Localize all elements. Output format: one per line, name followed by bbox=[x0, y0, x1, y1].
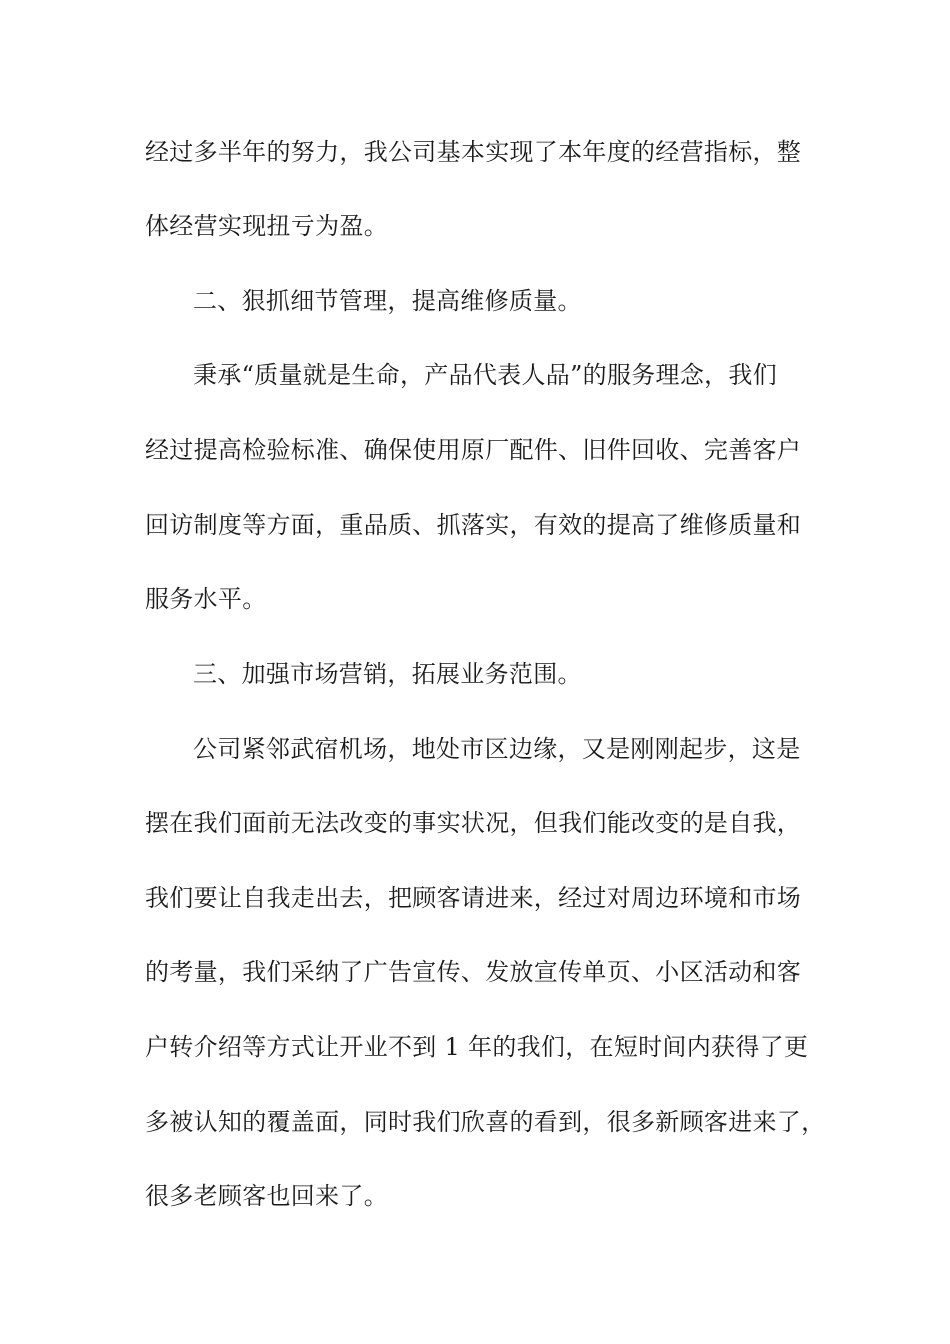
paragraph-line: 体经营实现扭亏为盈。 bbox=[145, 212, 388, 240]
paragraph-line: 我们要让自我走出去，把顾客请进来，经过对周边环境和市场 bbox=[145, 884, 802, 912]
paragraph-line: 很多老顾客也回来了。 bbox=[145, 1182, 388, 1210]
paragraph-line: 摆在我们面前无法改变的事实状况，但我们能改变的是自我， bbox=[145, 809, 802, 837]
paragraph-line: 户转介绍等方式让开业不到 1 年的我们，在短时间内获得了更 bbox=[145, 1033, 809, 1061]
section-heading: 三、加强市场营销，拓展业务范围。 bbox=[193, 660, 582, 688]
paragraph-line: 秉承“质量就是生命，产品代表人品”的服务理念，我们 bbox=[193, 361, 778, 389]
paragraph-line: 多被认知的覆盖面，同时我们欣喜的看到，很多新顾客进来了， bbox=[145, 1108, 826, 1136]
paragraph-line: 经过提高检验标准、确保使用原厂配件、旧件回收、完善客户 bbox=[145, 436, 802, 464]
paragraph-line: 经过多半年的努力，我公司基本实现了本年度的经营指标，整 bbox=[145, 138, 802, 166]
paragraph-line: 回访制度等方面，重品质、抓落实，有效的提高了维修质量和 bbox=[145, 511, 802, 539]
section-heading: 二、狠抓细节管理，提高维修质量。 bbox=[193, 287, 582, 315]
paragraph-line: 服务水平。 bbox=[145, 585, 267, 613]
paragraph-line: 的考量，我们采纳了广告宣传、发放宣传单页、小区活动和客 bbox=[145, 958, 802, 986]
paragraph-line: 公司紧邻武宿机场，地处市区边缘，又是刚刚起步，这是 bbox=[193, 735, 801, 763]
